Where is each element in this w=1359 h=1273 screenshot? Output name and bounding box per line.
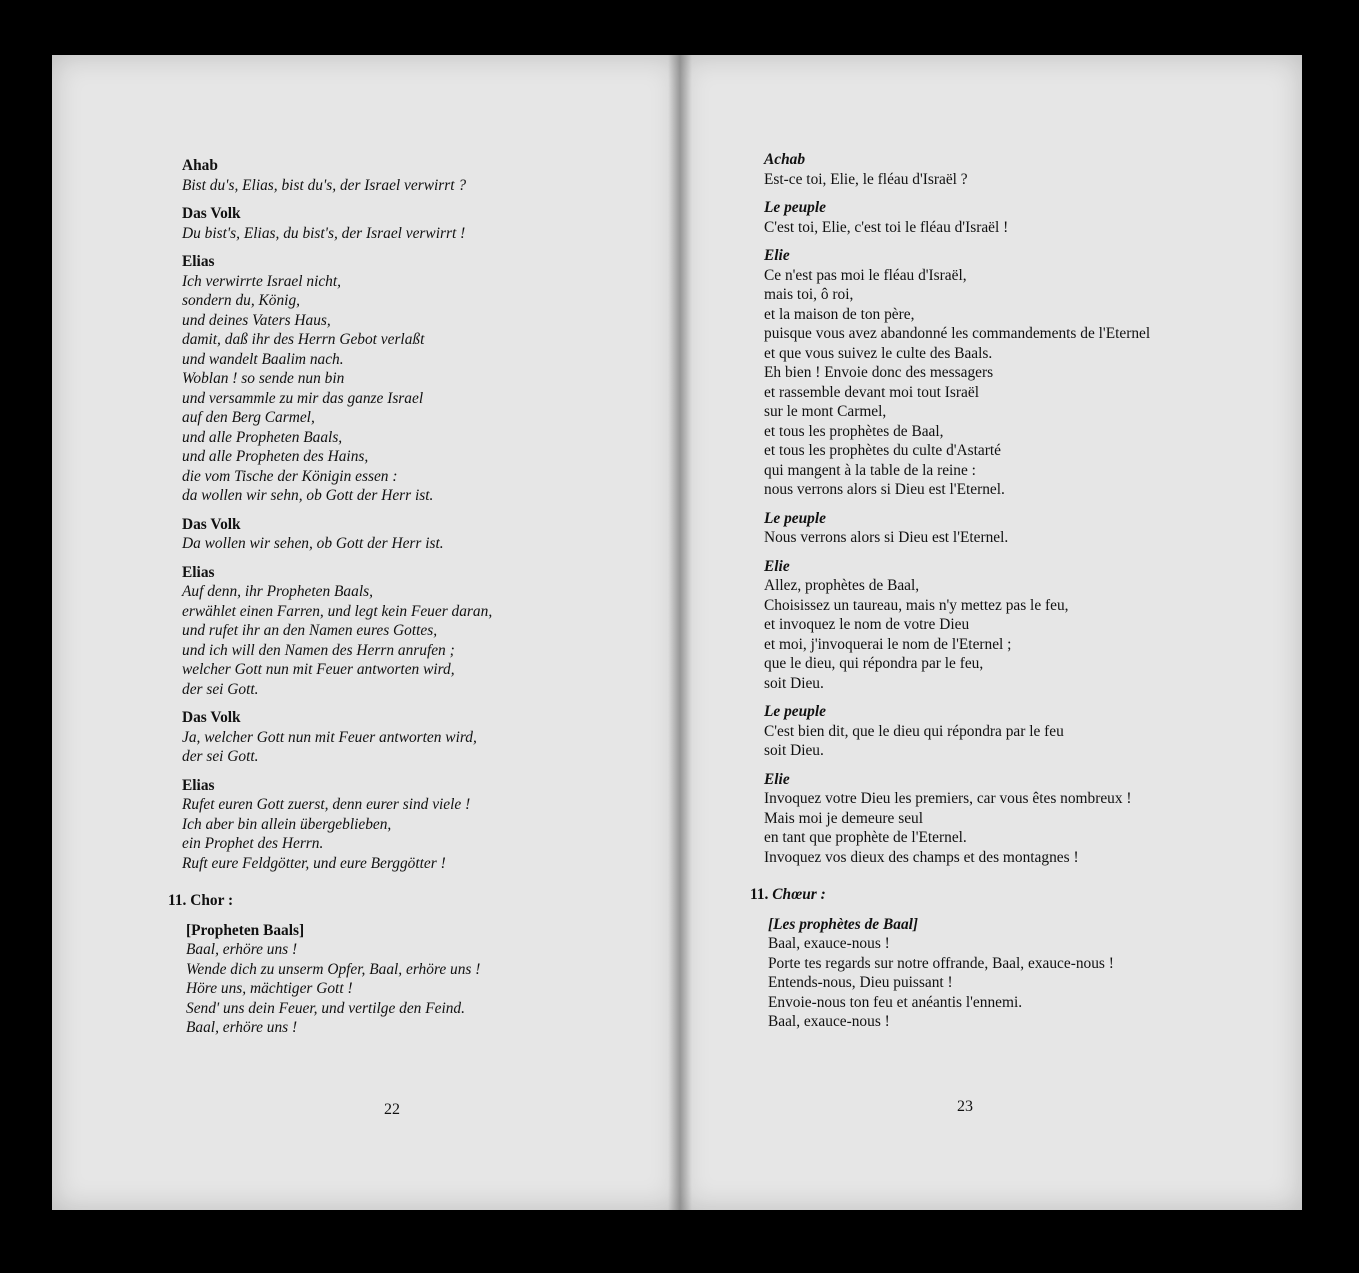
verse-line: Auf denn, ihr Propheten Baals,	[182, 583, 373, 600]
verse-line: Bist du's, Elias, bist du's, der Israel verwirrt ?	[182, 176, 467, 194]
verse-line: Est-ce toi, Elie, le fléau d'Israël ?	[764, 170, 968, 188]
speaker-name: Das Volk	[182, 205, 241, 222]
verse-line: Da wollen wir sehen, ob Gott der Herr ist.	[182, 535, 444, 552]
chorus-line: Entends-nous, Dieu puissant !	[768, 974, 953, 991]
section-heading	[168, 891, 602, 911]
chorus-line: Baal, erhöre uns !	[186, 1019, 298, 1036]
verse-line: C'est bien dit, que le dieu qui répondra par le feu	[764, 722, 1064, 740]
verse-line: et la maison de ton père,	[764, 305, 915, 323]
dialogue-block	[764, 557, 1214, 694]
verse-line: ein Prophet des Herrn.	[182, 835, 324, 852]
verse-line: qui mangent à la table de la reine :	[764, 461, 976, 479]
verse-line: Rufet euren Gott zuerst, denn eurer sind viele !	[182, 796, 471, 813]
dialogue-block	[764, 246, 1214, 500]
verse-line: en tant que prophète de l'Eternel.	[764, 829, 967, 846]
verse-line: und rufet ihr an den Namen eures Gottes,	[182, 622, 438, 639]
verse-line: welcher Gott nun mit Feuer antworten wird,	[182, 661, 455, 678]
dialogue-block	[764, 150, 1214, 189]
speaker-name: Elias	[182, 253, 215, 270]
verse-line: et moi, j'invoquerai le nom de l'Eternel ;	[764, 635, 1012, 653]
verse-line: Ich verwirrte Israel nicht,	[182, 272, 342, 290]
verse-line: et tous les prophètes de Baal,	[764, 422, 944, 440]
chorus-line: Porte tes regards sur notre offrande, Baal, exauce-nous !	[768, 954, 1114, 972]
verse-line: der sei Gott.	[182, 748, 259, 765]
dialogue-block	[182, 204, 602, 243]
chorus-line: Baal, exauce-nous !	[768, 935, 890, 952]
verse-line: Allez, prophètes de Baal,	[764, 577, 920, 594]
dialogue-block	[764, 770, 1214, 868]
section-heading	[750, 885, 1214, 905]
speaker-name: Das Volk	[182, 515, 241, 533]
verse-line: et que vous suivez le culte des Baals.	[764, 344, 993, 362]
verse-line: und ich will den Namen des Herrn anrufen ;	[182, 641, 455, 659]
speaker-name: Elias	[182, 776, 215, 794]
speaker-name: Ahab	[182, 157, 218, 174]
verse-line: Du bist's, Elias, du bist's, der Israel verwirrt !	[182, 224, 466, 242]
speaker-name: Elie	[764, 770, 790, 788]
section-number: 11.	[168, 892, 187, 909]
verse-line: da wollen wir sehn, ob Gott der Herr ist.	[182, 487, 434, 504]
speaker-name: Achab	[764, 151, 806, 168]
verse-line: Mais moi je demeure seul	[764, 809, 923, 827]
dialogue-block	[764, 702, 1214, 761]
section-number: 11.	[750, 886, 769, 903]
verse-line: puisque vous avez abandonné les commandements de l'Eternel	[764, 325, 1151, 342]
verse-line: und wandelt Baalim nach.	[182, 350, 344, 368]
dialogue-block	[182, 515, 602, 554]
chorus-line: Höre uns, mächtiger Gott !	[186, 980, 353, 997]
speaker-name: Elie	[764, 247, 790, 264]
chorus-line: Wende dich zu unserm Opfer, Baal, erhöre uns !	[186, 960, 481, 978]
verse-line: Invoquez vos dieux des champs et des montagnes !	[764, 848, 1079, 866]
verse-line: erwählet einen Farren, und legt kein Feuer daran,	[182, 602, 493, 620]
speaker-name: Le peuple	[764, 509, 826, 527]
verse-line: damit, daß ihr des Herrn Gebot verlaßt	[182, 331, 425, 348]
verse-line: und versammle zu mir das ganze Israel	[182, 389, 424, 407]
chorus-block	[768, 915, 1214, 1032]
verse-line: Ce n'est pas moi le fléau d'Israël,	[764, 266, 967, 284]
book-gutter	[668, 55, 692, 1210]
verse-line: Eh bien ! Envoie donc des messagers	[764, 364, 994, 381]
dialogue-block	[182, 708, 602, 767]
verse-line: die vom Tische der Königin essen :	[182, 467, 398, 485]
section-title: Chœur :	[772, 886, 826, 903]
chorus-line: Send' uns dein Feuer, und vertilge den Feind.	[186, 999, 465, 1017]
section-title: Chor :	[190, 892, 234, 909]
dialogue-block	[764, 509, 1214, 548]
verse-line: der sei Gott.	[182, 680, 259, 698]
verse-line: und deines Vaters Haus,	[182, 311, 331, 329]
speaker-name: Le peuple	[764, 703, 826, 720]
speaker-name: Elie	[764, 557, 790, 575]
dialogue-block	[182, 252, 602, 506]
verse-line: et rassemble devant moi tout Israël	[764, 383, 979, 401]
verse-line: und alle Propheten Baals,	[182, 428, 343, 446]
verse-line: Choisissez un taureau, mais n'y mettez pas le feu,	[764, 596, 1069, 614]
verse-line: Ja, welcher Gott nun mit Feuer antworten wird,	[182, 728, 477, 746]
verse-line: Nous verrons alors si Dieu est l'Eternel.	[764, 529, 1009, 546]
dialogue-block	[182, 776, 602, 874]
verse-line: Invoquez votre Dieu les premiers, car vous êtes nombreux !	[764, 790, 1132, 807]
verse-line: et invoquez le nom de votre Dieu	[764, 616, 970, 633]
verse-line: mais toi, ô roi,	[764, 286, 854, 303]
dialogue-block	[764, 198, 1214, 237]
chorus-line: Envoie-nous ton feu et anéantis l'ennemi.	[768, 993, 1023, 1011]
dialogue-block	[182, 563, 602, 700]
verse-line: auf den Berg Carmel,	[182, 409, 315, 426]
verse-line: Ruft eure Feldgötter, und eure Berggötter !	[182, 854, 446, 872]
verse-line: C'est toi, Elie, c'est toi le fléau d'Israël !	[764, 218, 1009, 236]
speaker-name: Le peuple	[764, 199, 826, 216]
speaker-name: Das Volk	[182, 709, 241, 726]
right-libretto-column	[750, 150, 1214, 1041]
chorus-speaker: [Les prophètes de Baal]	[768, 915, 919, 933]
verse-line: sondern du, König,	[182, 292, 300, 309]
speaker-name: Elias	[182, 563, 215, 581]
chorus-line: Baal, exauce-nous !	[768, 1013, 890, 1030]
dialogue-block	[182, 156, 602, 195]
left-page-number: 22	[384, 1101, 400, 1118]
verse-line: et tous les prophètes du culte d'Astarté	[764, 442, 1001, 459]
left-libretto-column	[168, 156, 602, 1047]
verse-line: nous verrons alors si Dieu est l'Eternel.	[764, 481, 1005, 498]
verse-line: soit Dieu.	[764, 674, 824, 692]
verse-line: Ich aber bin allein übergeblieben,	[182, 815, 392, 833]
right-page-number: 23	[957, 1098, 973, 1115]
verse-line: soit Dieu.	[764, 742, 824, 759]
verse-line: und alle Propheten des Hains,	[182, 448, 369, 465]
verse-line: Woblan ! so sende nun bin	[182, 370, 345, 387]
verse-line: que le dieu, qui répondra par le feu,	[764, 655, 984, 672]
chorus-speaker: [Propheten Baals]	[186, 921, 305, 939]
chorus-line: Baal, erhöre uns !	[186, 941, 298, 958]
verse-line: sur le mont Carmel,	[764, 403, 887, 420]
chorus-block	[186, 921, 602, 1038]
